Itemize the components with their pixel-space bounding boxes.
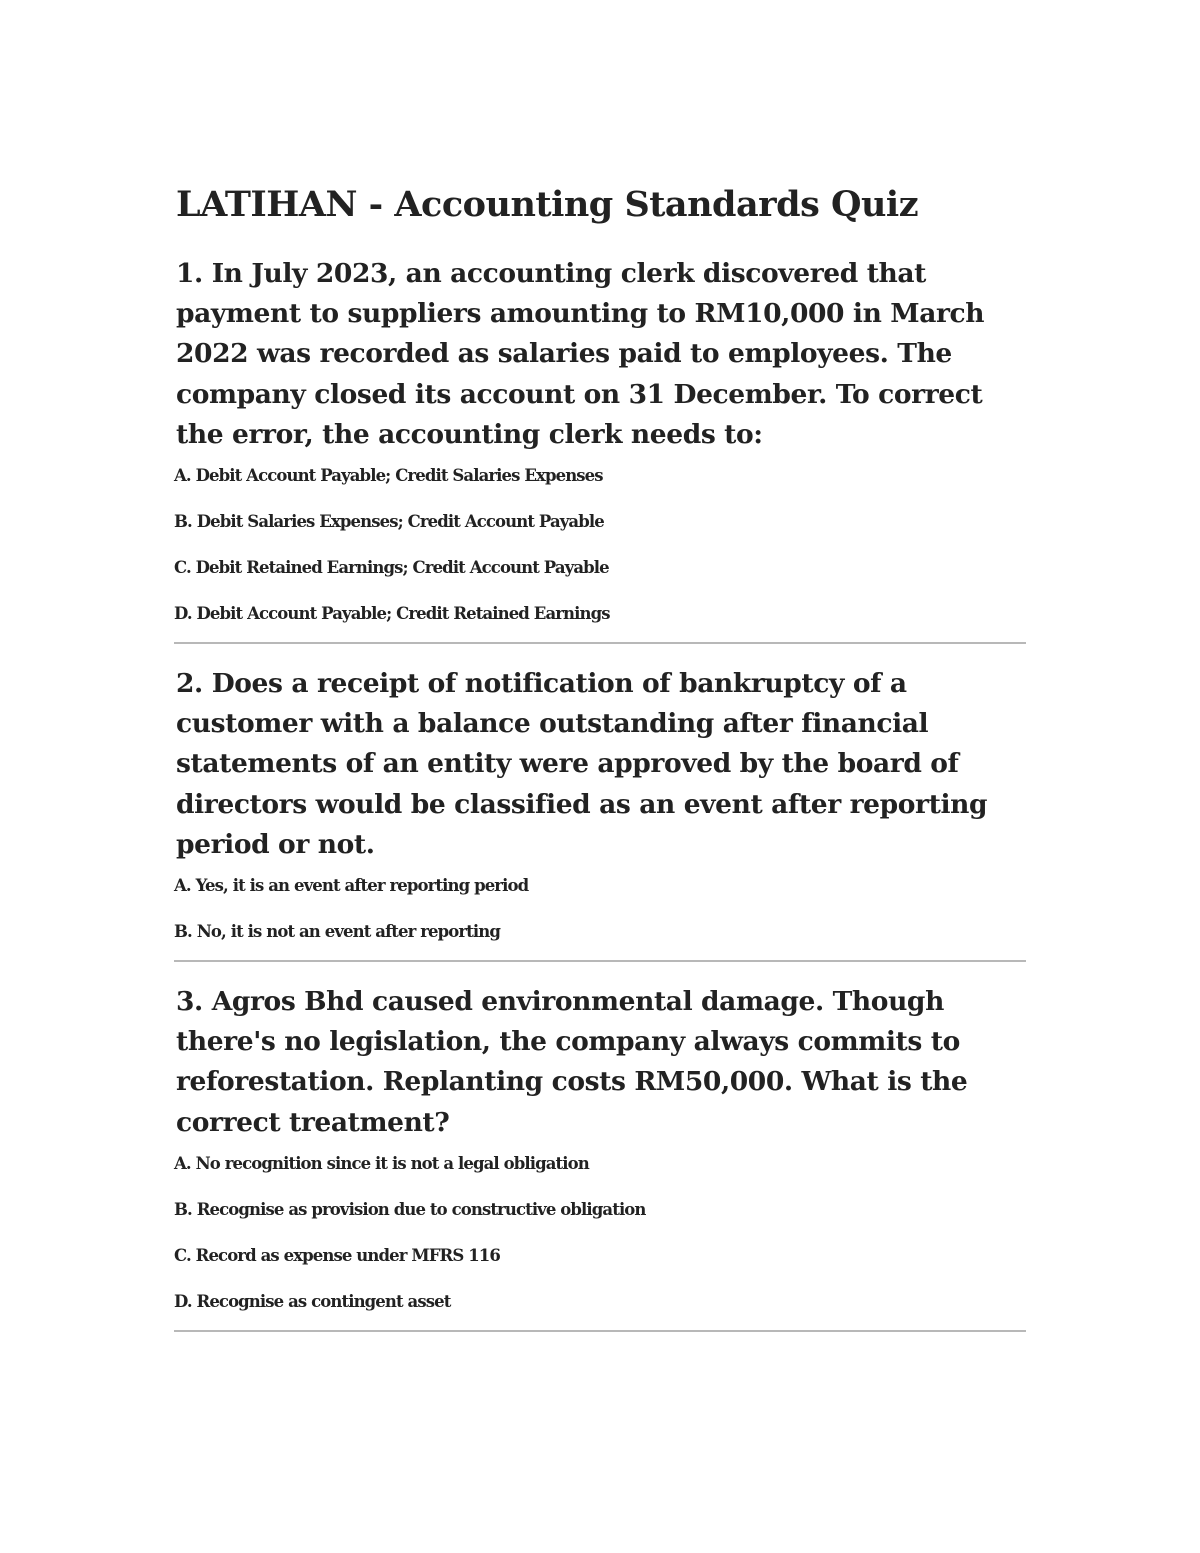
question-3 (174, 982, 1026, 1313)
question-2-option-a[interactable]: A. Yes, it is an event after reporting period (174, 876, 529, 896)
question-1-options (174, 465, 1026, 625)
page-title: LATIHAN - Accounting Standards Quiz (176, 184, 919, 225)
question-1-option-d[interactable]: D. Debit Account Payable; Credit Retained Earnings (174, 604, 610, 624)
divider (174, 642, 1026, 644)
question-3-text: 3. Agros Bhd caused environmental damage. Though there's no legislation, the company always commits to reforestation. Replanting costs RM50,000. What is the correct treatment? (176, 986, 968, 1138)
question-3-option-a[interactable]: A. No recognition since it is not a legal obligation (174, 1153, 589, 1173)
question-2 (174, 664, 1026, 943)
question-1-option-b[interactable]: B. Debit Salaries Expenses; Credit Account Payable (174, 512, 604, 532)
question-2-text: 2. Does a receipt of notification of bankruptcy of a customer with a balance outstanding after financial statements of an entity were approved by the board of directors would be classified as an event after reporting period or not. (176, 668, 988, 860)
question-1-text: 1. In July 2023, an accounting clerk discovered that payment to suppliers amounting to RM10,000 in March 2022 was recorded as salaries paid to employees. The company closed its account on 31 December. To correct the error, the accounting clerk needs to: (176, 258, 985, 450)
question-3-option-b[interactable]: B. Recognise as provision due to constructive obligation (174, 1199, 646, 1219)
quiz-page (174, 178, 1026, 1352)
question-1 (174, 254, 1026, 625)
question-3-option-c[interactable]: C. Record as expense under MFRS 116 (174, 1245, 500, 1265)
question-3-options (174, 1153, 1026, 1313)
divider (174, 1330, 1026, 1332)
divider (174, 960, 1026, 962)
question-2-option-b[interactable]: B. No, it is not an event after reporting (174, 922, 500, 942)
question-3-option-d[interactable]: D. Recognise as contingent asset (174, 1291, 451, 1311)
question-1-option-c[interactable]: C. Debit Retained Earnings; Credit Account Payable (174, 558, 609, 578)
question-1-option-a[interactable]: A. Debit Account Payable; Credit Salaries Expenses (174, 466, 603, 486)
question-2-options (174, 875, 1026, 943)
